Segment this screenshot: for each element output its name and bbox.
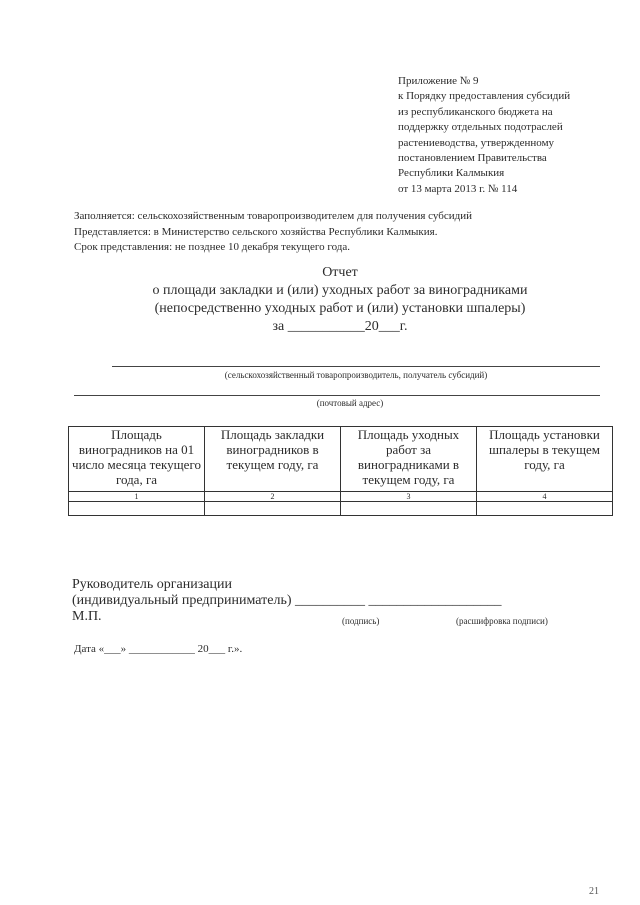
signature-role-line: Руководитель организации [72,577,232,592]
column-number: 2 [205,492,341,502]
appendix-line: Приложение № 9 [398,75,479,87]
fill-instruction-line: Срок представления: не позднее 10 декабря текущего года. [74,241,351,253]
report-title [0,264,640,336]
appendix-line: к Порядку предоставления субсидий [398,90,571,103]
appendix-line: от 13 марта 2013 г. № 114 [398,182,518,195]
address-caption: (почтовый адрес) [316,398,384,408]
column-number: 1 [69,492,205,502]
date-line: Дата «___» ____________ 20___ г.». [74,643,243,655]
column-number: 3 [341,492,477,502]
appendix-line: Республики Калмыкия [398,167,505,180]
table-header-cell: Площадь уходных работ за виноградниками в текущем году, га [341,427,477,492]
appendix-line: поддержку отдельных подотраслей [398,121,563,134]
table-header-cell: Площадь установки шпалеры в текущем году, га [477,427,613,492]
table-cell[interactable] [477,502,613,516]
page-number: 21 [589,886,599,897]
appendix-line: из республиканского бюджета на [398,105,553,118]
table-cell[interactable] [205,502,341,516]
report-title-line: Отчет [322,265,358,280]
stamp-label: М.П. [72,609,102,624]
report-title-line: за ___________20___г. [272,319,408,334]
report-title-line: (непосредственно уходных работ и (или) установки шпалеры) [154,301,526,316]
address-fill-line[interactable] [74,395,600,396]
report-title-line: о площади закладки и (или) уходных работ за виноградниками [152,283,528,298]
table-cell[interactable] [69,502,205,516]
table-number-row [69,492,613,502]
table-header-row [69,427,613,492]
signature-ip-line: (индивидуальный предприниматель) __________ ___________________ [72,593,502,608]
fill-instructions [74,209,472,256]
appendix-line: постановлением Правительства [398,152,547,165]
report-table [68,426,613,516]
producer-caption: (сельскохозяйственный товаропроизводитель, получатель субсидий) [224,370,488,380]
appendix-line: растениеводства, утвержденному [398,136,555,149]
signature-caption: (подпись) [342,616,380,626]
table-row [69,502,613,516]
table-cell[interactable] [341,502,477,516]
fill-instruction-line: Заполняется: сельскохозяйственным товаропроизводителем для получения субсидий [74,210,472,222]
table-header-cell: Площадь виноградников на 01 число месяца текущего года, га [69,427,205,492]
appendix-reference [398,74,570,197]
producer-fill-line[interactable] [112,366,600,367]
fill-instruction-line: Представляется: в Министерство сельского хозяйства Республики Калмыкия. [74,225,438,238]
table-header-cell: Площадь закладки виноградников в текущем году, га [205,427,341,492]
column-number: 4 [477,492,613,502]
signature-block [72,577,502,625]
signature-decode-caption: (расшифровка подписи) [456,616,548,626]
